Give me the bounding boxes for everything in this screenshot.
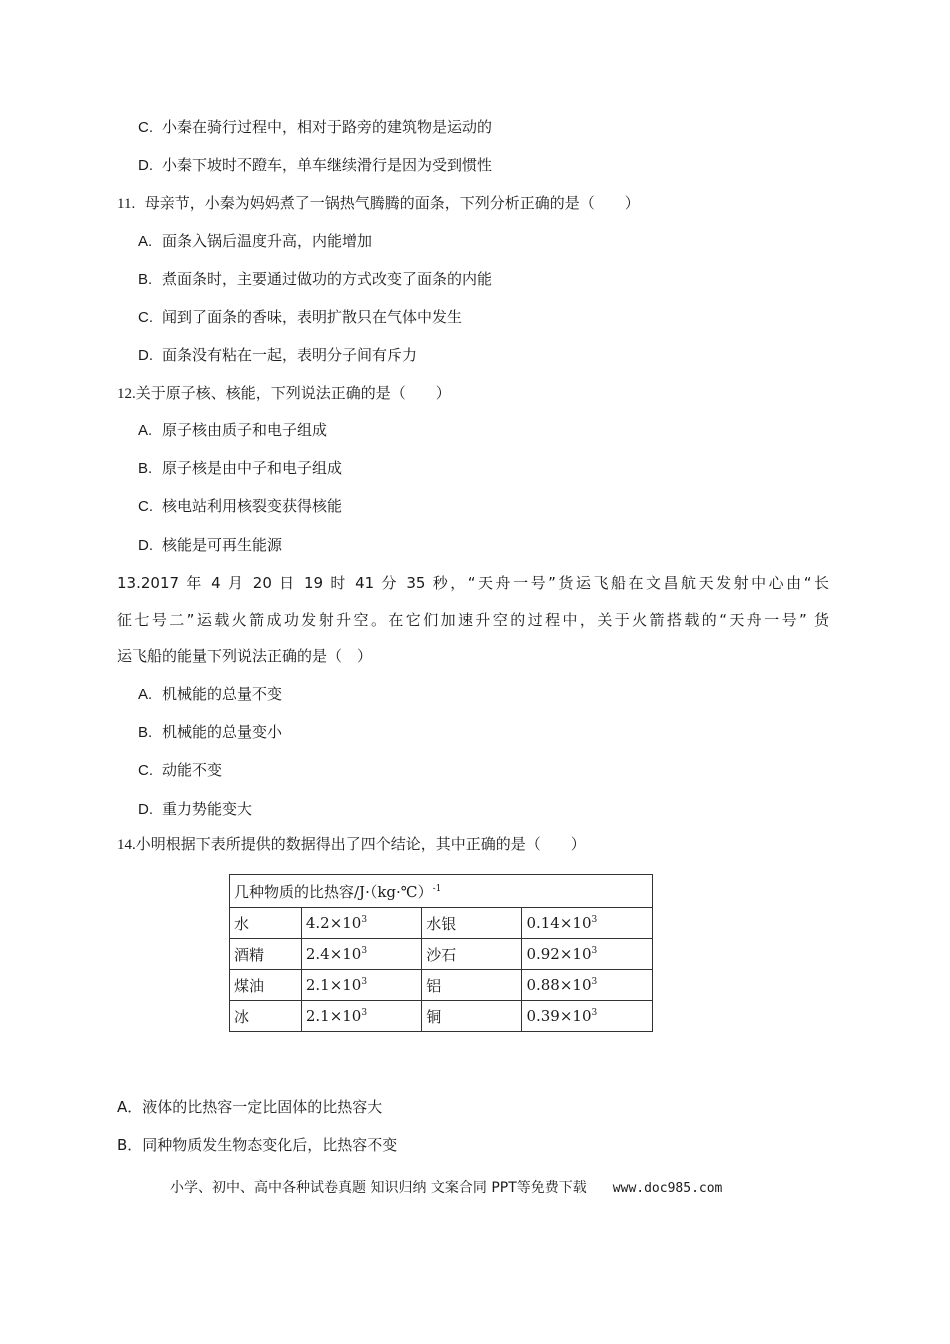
footer-text: 小学、初中、高中各种试卷真题 知识归纳 文案合同 PPT等免费下载: [170, 1180, 587, 1196]
option-text: 同种物质发生物态变化后，比热容不变: [142, 1136, 398, 1154]
question-number: 11.: [117, 196, 136, 212]
value-base: 2.1×10: [305, 976, 362, 994]
q10-option-d: [138, 155, 492, 176]
option-text: 煮面条时，主要通过做功的方式改变了面条的内能: [162, 270, 493, 288]
option-text: 原子核由质子和电子组成: [162, 421, 328, 439]
table-title-superscript: -1: [432, 883, 442, 894]
page-footer: [170, 1177, 722, 1197]
q12-option-b: [138, 458, 342, 479]
option-text: 机械能的总量变小: [162, 723, 283, 741]
material-cell: 水: [230, 908, 302, 939]
option-label: A.: [138, 422, 153, 439]
question-number: 12.: [117, 386, 136, 402]
option-label: D.: [138, 347, 153, 364]
value-exponent: 3: [591, 946, 598, 956]
value-cell: [301, 939, 421, 970]
value-cell: [522, 970, 653, 1001]
q11-option-c: [138, 307, 462, 328]
question-stem-text: 母亲节，小秦为妈妈煮了一锅热气腾腾的面条，下列分析正确的是（ ）: [144, 194, 640, 212]
q12-option-c: [138, 496, 342, 517]
q13-option-b: [138, 722, 282, 743]
value-cell: [522, 1001, 653, 1032]
option-text: 核能是可再生能源: [162, 536, 283, 554]
option-text: 闻到了面条的香味，表明扩散只在气体中发生: [162, 308, 463, 326]
option-text: 面条没有粘在一起，表明分子间有斥力: [162, 346, 418, 364]
material-cell: 铜: [422, 1001, 522, 1032]
q14-option-a: [117, 1097, 382, 1117]
value-base: 0.39×10: [526, 1007, 592, 1025]
option-label: C.: [138, 309, 153, 326]
option-label: B.: [138, 724, 153, 741]
option-text: 机械能的总量不变: [162, 685, 283, 703]
value-exponent: 3: [361, 946, 368, 956]
value-exponent: 3: [591, 1008, 598, 1018]
value-cell: [301, 908, 421, 939]
q13-stem-line-2: 征七号二”运载火箭成功发射升空。在它们加速升空的过程中，关于火箭搭载的“天舟一号” 货: [117, 611, 829, 629]
option-text: 小秦下坡时不蹬车，单车继续滑行是因为受到惯性: [162, 156, 493, 174]
value-base: 0.14×10: [526, 914, 592, 932]
option-text: 核电站利用核裂变获得核能: [162, 497, 343, 515]
specific-heat-table: [229, 874, 653, 1032]
q10-option-c: [138, 117, 492, 138]
value-exponent: 3: [361, 1008, 368, 1018]
option-label: B.: [138, 460, 153, 477]
q11-stem: [117, 193, 640, 214]
value-base: 4.2×10: [305, 914, 362, 932]
option-label: C.: [138, 762, 153, 779]
option-label: B.: [138, 271, 153, 288]
q13-stem-line-1: 13.2017 年 4 月 20 日 19 时 41 分 35 秒，“天舟一号”货运飞船在文昌航天发射中心由“长: [117, 574, 829, 592]
value-base: 0.92×10: [526, 945, 592, 963]
value-cell: [522, 908, 653, 939]
material-cell: 水银: [422, 908, 522, 939]
option-label: A.: [138, 686, 153, 703]
option-label: A.: [138, 233, 153, 250]
option-text: 液体的比热容一定比固体的比热容大: [142, 1098, 383, 1116]
value-cell: [522, 939, 653, 970]
q11-option-a: [138, 231, 372, 252]
value-base: 0.88×10: [526, 976, 592, 994]
q13-option-d: [138, 799, 252, 820]
option-label: D.: [138, 157, 153, 174]
question-stem-text: 关于原子核、核能，下列说法正确的是（ ）: [135, 384, 451, 402]
option-label: A．: [117, 1098, 143, 1116]
value-exponent: 3: [591, 915, 598, 925]
value-base: 2.4×10: [305, 945, 362, 963]
q13-option-c: [138, 760, 222, 781]
q14-stem: [117, 834, 586, 855]
value-cell: [301, 1001, 421, 1032]
table-row: [230, 908, 653, 939]
table-row: [230, 1001, 653, 1032]
option-text: 面条入锅后温度升高，内能增加: [162, 232, 373, 250]
material-cell: 酒精: [230, 939, 302, 970]
material-cell: 煤油: [230, 970, 302, 1001]
q12-option-a: [138, 420, 327, 441]
value-exponent: 3: [361, 977, 368, 987]
value-base: 2.1×10: [305, 1007, 362, 1025]
q11-option-b: [138, 269, 492, 290]
option-text: 小秦在骑行过程中，相对于路旁的建筑物是运动的: [162, 118, 493, 136]
material-cell: 沙石: [422, 939, 522, 970]
question-number: 14.: [117, 837, 136, 853]
table-row: [230, 939, 653, 970]
option-text: 动能不变: [162, 761, 223, 779]
table-row: [230, 970, 653, 1001]
option-text: 重力势能变大: [162, 800, 253, 818]
q12-stem: [117, 383, 451, 404]
option-label: C.: [138, 498, 153, 515]
option-label: D.: [138, 537, 153, 554]
q11-option-d: [138, 345, 417, 366]
value-exponent: 3: [591, 977, 598, 987]
option-label: C.: [138, 119, 153, 136]
value-cell: [301, 970, 421, 1001]
table-title-row: [230, 875, 653, 908]
material-cell: 铝: [422, 970, 522, 1001]
footer-url: www.doc985.com: [612, 1181, 723, 1196]
table-title-cell: [230, 875, 653, 908]
q14-option-b: [117, 1135, 397, 1155]
option-label: B．: [117, 1136, 143, 1154]
q12-option-d: [138, 535, 282, 556]
q13-stem-line-3: 运飞船的能量下列说法正确的是（ ）: [117, 647, 373, 665]
question-stem-text: 小明根据下表所提供的数据得出了四个结论，其中正确的是（ ）: [135, 835, 586, 853]
option-text: 原子核是由中子和电子组成: [162, 459, 343, 477]
value-exponent: 3: [361, 915, 368, 925]
option-label: D.: [138, 801, 153, 818]
material-cell: 冰: [230, 1001, 302, 1032]
table-title: 几种物质的比热容/J·（kg·℃）: [234, 882, 433, 901]
q13-option-a: [138, 684, 282, 705]
